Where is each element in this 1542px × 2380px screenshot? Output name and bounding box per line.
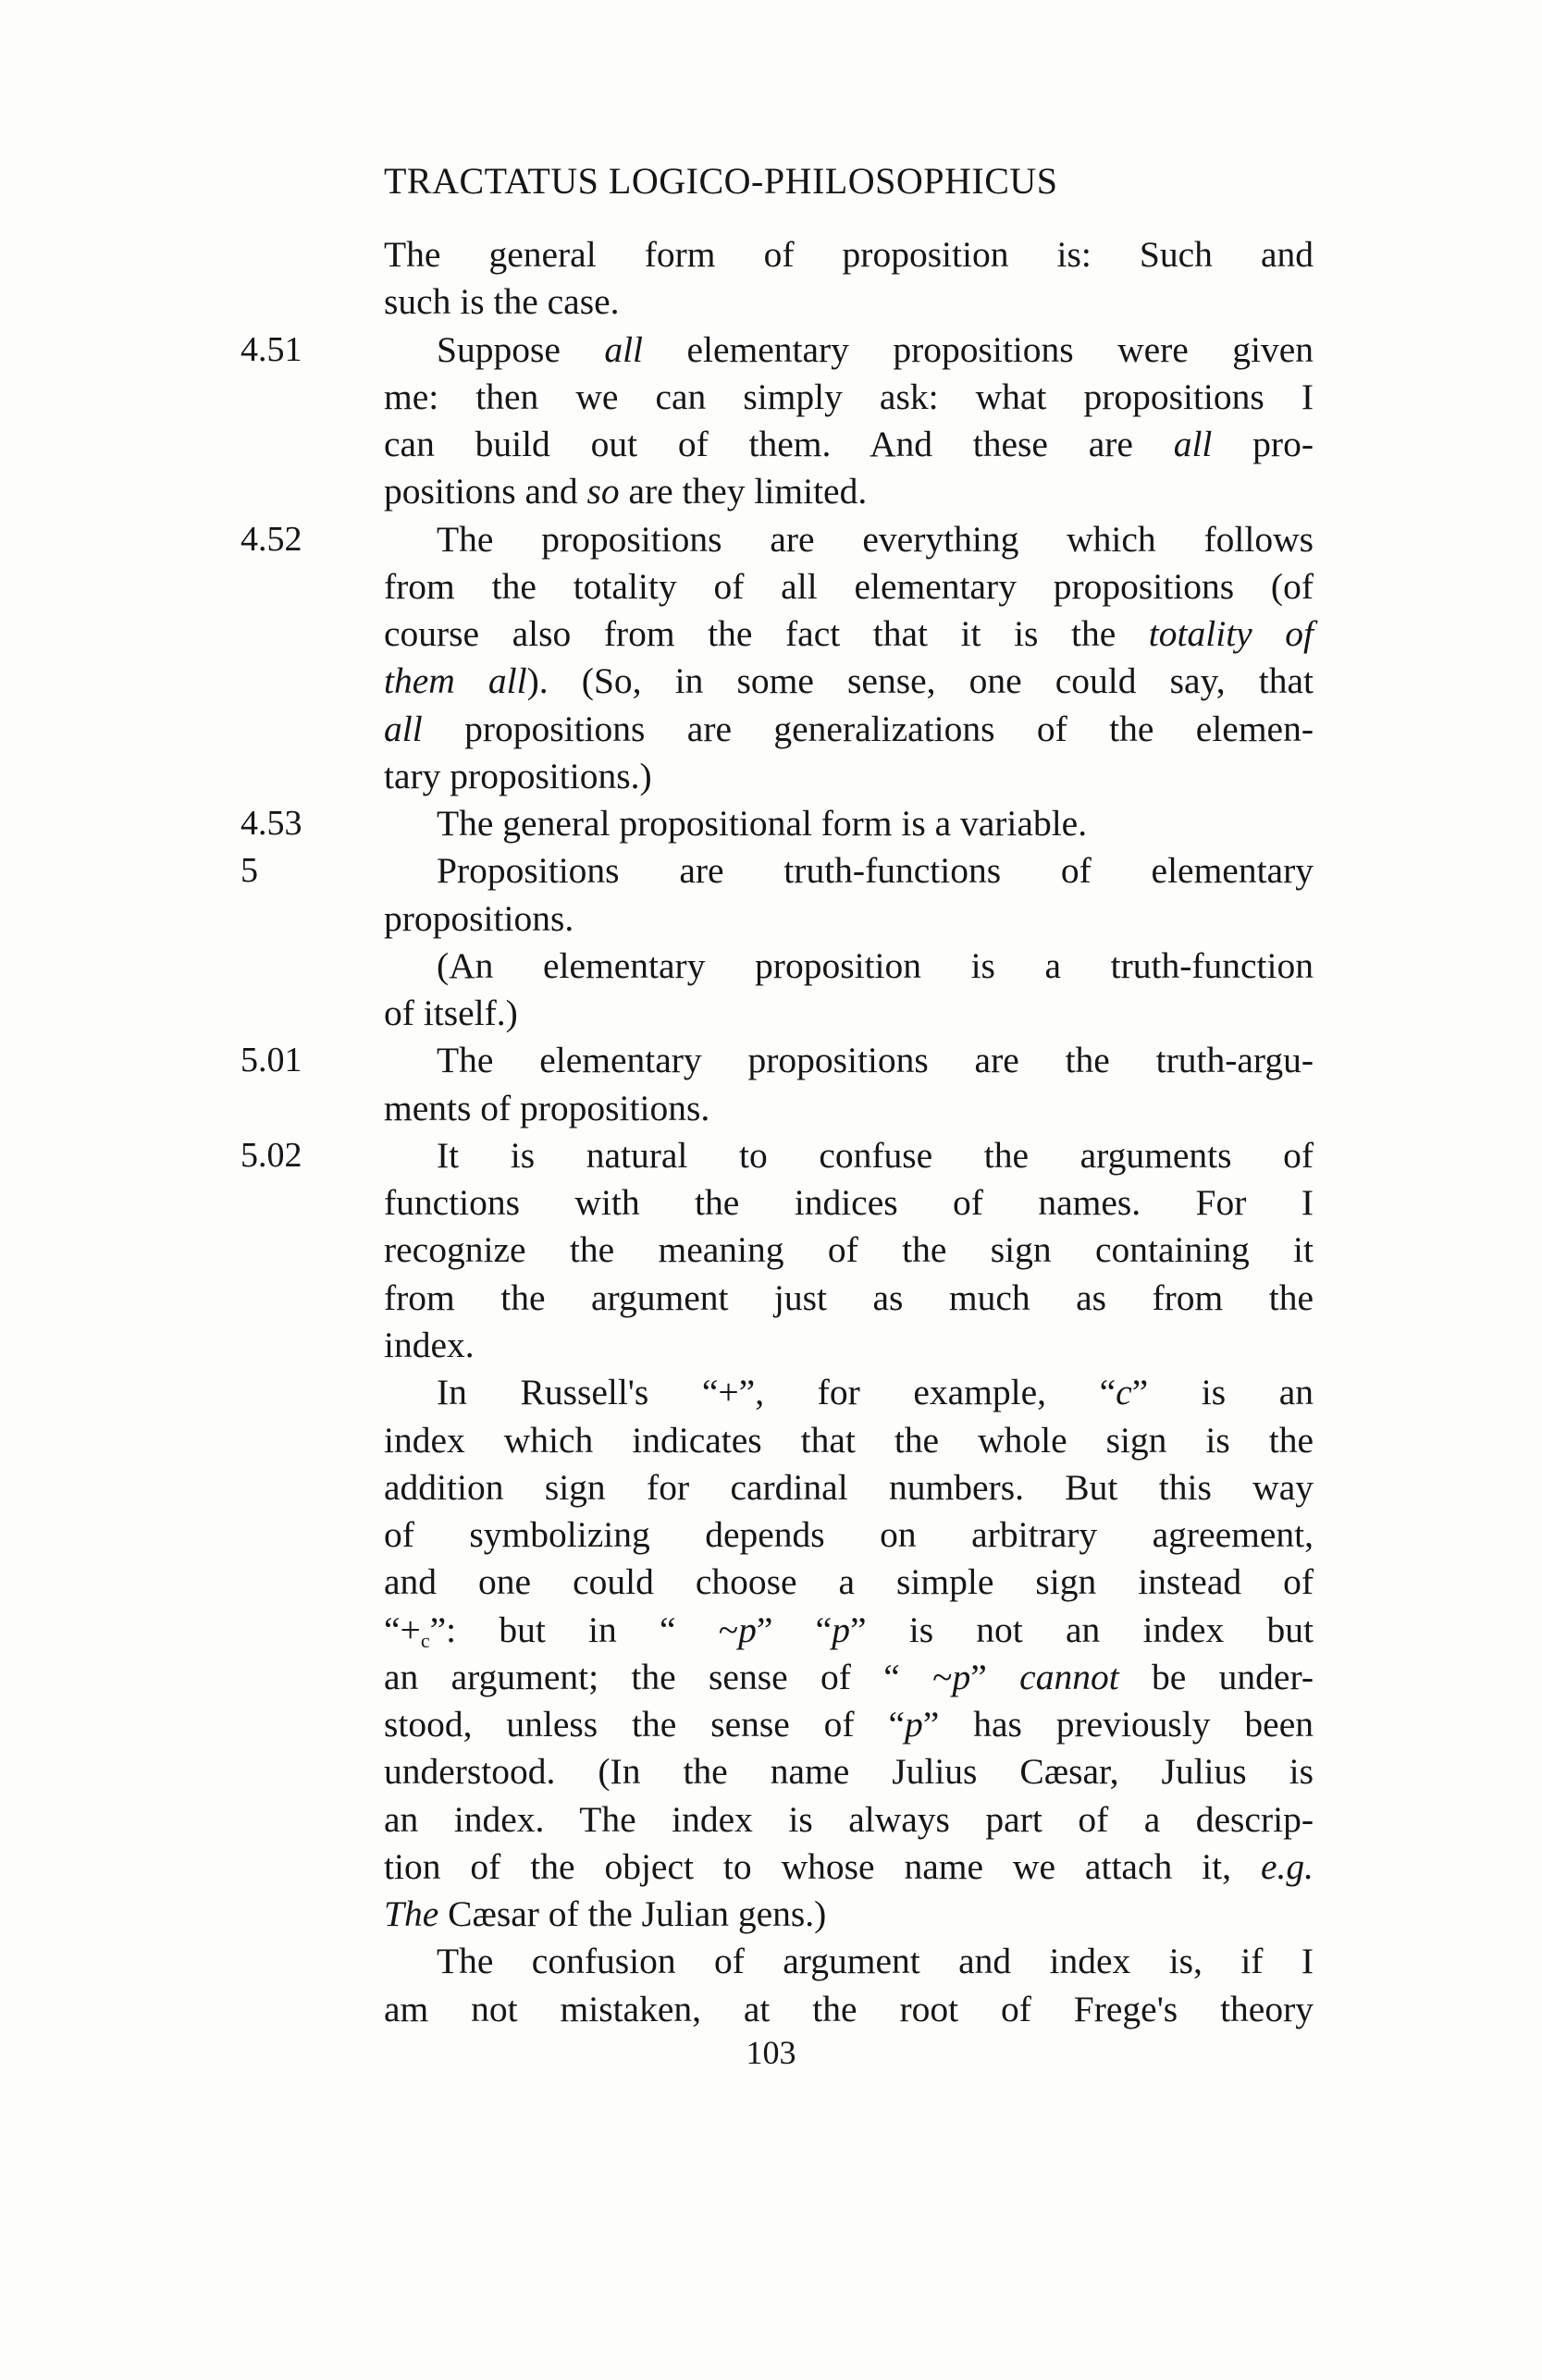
running-title: TRACTATUS LOGICO-PHILOSOPHICUS (384, 160, 1058, 202)
text-segment: ). (So, in some sense, one could say, that (526, 660, 1314, 702)
text-segment: The general propositional form is a variable. (437, 803, 1088, 845)
italic-text: p (738, 1609, 757, 1650)
text-line (384, 1179, 1314, 1227)
italic-text: totality of (1148, 613, 1314, 655)
text-line (384, 1891, 1314, 1938)
italic-text: c (1116, 1372, 1132, 1413)
text-line (384, 610, 1314, 658)
text-line (384, 1275, 1314, 1322)
text-segment: functions with the indices of names. For I (384, 1182, 1314, 1224)
text-segment: from the totality of all elementary propositions (of (384, 565, 1314, 607)
italic-text: all (384, 708, 423, 749)
text-segment: tion of the object to whose name we attach it, (384, 1845, 1261, 1887)
proposition-number: 5.01 (241, 1041, 302, 1080)
text-line (384, 421, 1314, 468)
text-segment: ” (970, 1656, 1020, 1697)
text-line (384, 1322, 1314, 1369)
text-segment: positions and (384, 471, 587, 512)
text-line (384, 706, 1314, 753)
subscript-text: c (420, 1628, 430, 1652)
text-segment: It is natural to confuse the arguments of (437, 1134, 1314, 1176)
text-segment: are they limited. (619, 471, 868, 512)
text-line (384, 1511, 1314, 1559)
text-line (384, 990, 1314, 1037)
text-segment: recognize the meaning of the sign containing it (384, 1229, 1314, 1271)
text-line (384, 1607, 1314, 1654)
text-line (384, 1464, 1314, 1511)
text-segment: ments of propositions. (384, 1087, 710, 1128)
text-line (384, 1417, 1314, 1464)
text-segment: can build out of them. And these are (384, 424, 1174, 465)
text-segment: ” has previously been (922, 1704, 1314, 1745)
text-line (384, 1748, 1314, 1795)
proposition-number: 4.52 (241, 519, 302, 559)
text-segment: index. (384, 1324, 475, 1365)
text-line (384, 374, 1314, 421)
text-segment: The elementary propositions are the truth-argu- (437, 1040, 1314, 1081)
proposition-number: 5.02 (241, 1135, 302, 1175)
proposition-number: 4.51 (241, 329, 302, 369)
text-segment: In Russell's “+”, for example, “ (437, 1372, 1116, 1413)
text-segment: pro- (1212, 424, 1314, 465)
text-segment: ” is an (1131, 1372, 1314, 1413)
text-line (437, 800, 1314, 847)
text-segment: index which indicates that the whole sign is the (384, 1419, 1314, 1461)
text-segment: propositions are generalizations of the elemen- (422, 708, 1314, 749)
text-line (384, 1559, 1314, 1606)
text-segment: addition sign for cardinal numbers. But this way (384, 1466, 1314, 1508)
text-line (384, 231, 1314, 278)
text-line (437, 1369, 1314, 1416)
text-line (437, 516, 1314, 563)
text-segment: an index. The index is always part of a descrip- (384, 1798, 1314, 1840)
text-line (384, 1085, 1314, 1132)
proposition-number: 5 (241, 851, 258, 891)
text-line (384, 1986, 1314, 2033)
text-segment: ” “ (756, 1609, 833, 1650)
italic-text: e.g. (1260, 1845, 1314, 1887)
text-segment: from the argument just as much as from the (384, 1276, 1314, 1318)
text-line (384, 563, 1314, 610)
text-segment: ” is not an index but (849, 1609, 1314, 1650)
text-segment: ”: but in “ ~ (429, 1609, 739, 1650)
text-segment: elementary propositions were given (643, 328, 1314, 370)
italic-text: them all (384, 660, 527, 702)
text-segment: The general form of proposition is: Such and (384, 234, 1314, 275)
italic-text: all (1173, 424, 1213, 465)
text-segment: “+ (384, 1609, 421, 1650)
text-segment: understood. (In the name Julius Cæsar, Julius is (384, 1751, 1314, 1793)
text-line (384, 895, 1314, 943)
italic-text: p (952, 1656, 971, 1697)
text-line (384, 658, 1314, 705)
text-segment: Suppose (437, 328, 605, 370)
proposition-number: 4.53 (241, 804, 302, 844)
text-line (384, 1844, 1314, 1891)
text-line (437, 1132, 1314, 1179)
text-line (384, 1701, 1314, 1748)
text-segment: propositions. (384, 897, 574, 939)
text-segment: stood, unless the sense of “ (384, 1704, 906, 1745)
text-segment: and one could choose a simple sign instead of (384, 1561, 1314, 1603)
text-line (384, 1227, 1314, 1274)
text-line (437, 327, 1314, 374)
italic-text: so (586, 471, 620, 512)
italic-text: p (832, 1609, 850, 1650)
text-line (384, 278, 1314, 326)
text-segment: The propositions are everything which follows (437, 518, 1314, 560)
text-line (384, 1796, 1314, 1844)
text-segment: The confusion of argument and index is, if I (437, 1941, 1314, 1982)
italic-text: The (384, 1893, 439, 1935)
text-segment: of itself.) (384, 993, 518, 1034)
text-segment: of symbolizing depends on arbitrary agreement, (384, 1514, 1314, 1556)
text-line (437, 943, 1314, 990)
text-line (384, 468, 1314, 515)
italic-text: all (604, 328, 644, 370)
text-segment: an argument; the sense of “ ~ (384, 1656, 953, 1697)
text-line (437, 1938, 1314, 1985)
text-segment: Cæsar of the Julian gens.) (438, 1893, 827, 1935)
text-line (384, 753, 1314, 800)
italic-text: p (905, 1704, 923, 1745)
text-segment: tary propositions.) (384, 755, 652, 796)
text-line (437, 1037, 1314, 1084)
page-number: 103 (746, 2034, 796, 2071)
text-segment: be under- (1118, 1656, 1314, 1697)
text-line (437, 847, 1314, 894)
text-line (384, 1654, 1314, 1701)
text-segment: Propositions are truth-functions of elementary (437, 850, 1314, 892)
text-segment: (An elementary proposition is a truth-function (437, 944, 1314, 986)
text-segment: such is the case. (384, 281, 620, 323)
text-segment: course also from the fact that it is the (384, 613, 1149, 655)
text-segment: me: then we can simply ask: what propositions I (384, 376, 1314, 417)
text-segment: am not mistaken, at the root of Frege's theory (384, 1988, 1314, 2029)
italic-text: cannot (1019, 1656, 1119, 1697)
